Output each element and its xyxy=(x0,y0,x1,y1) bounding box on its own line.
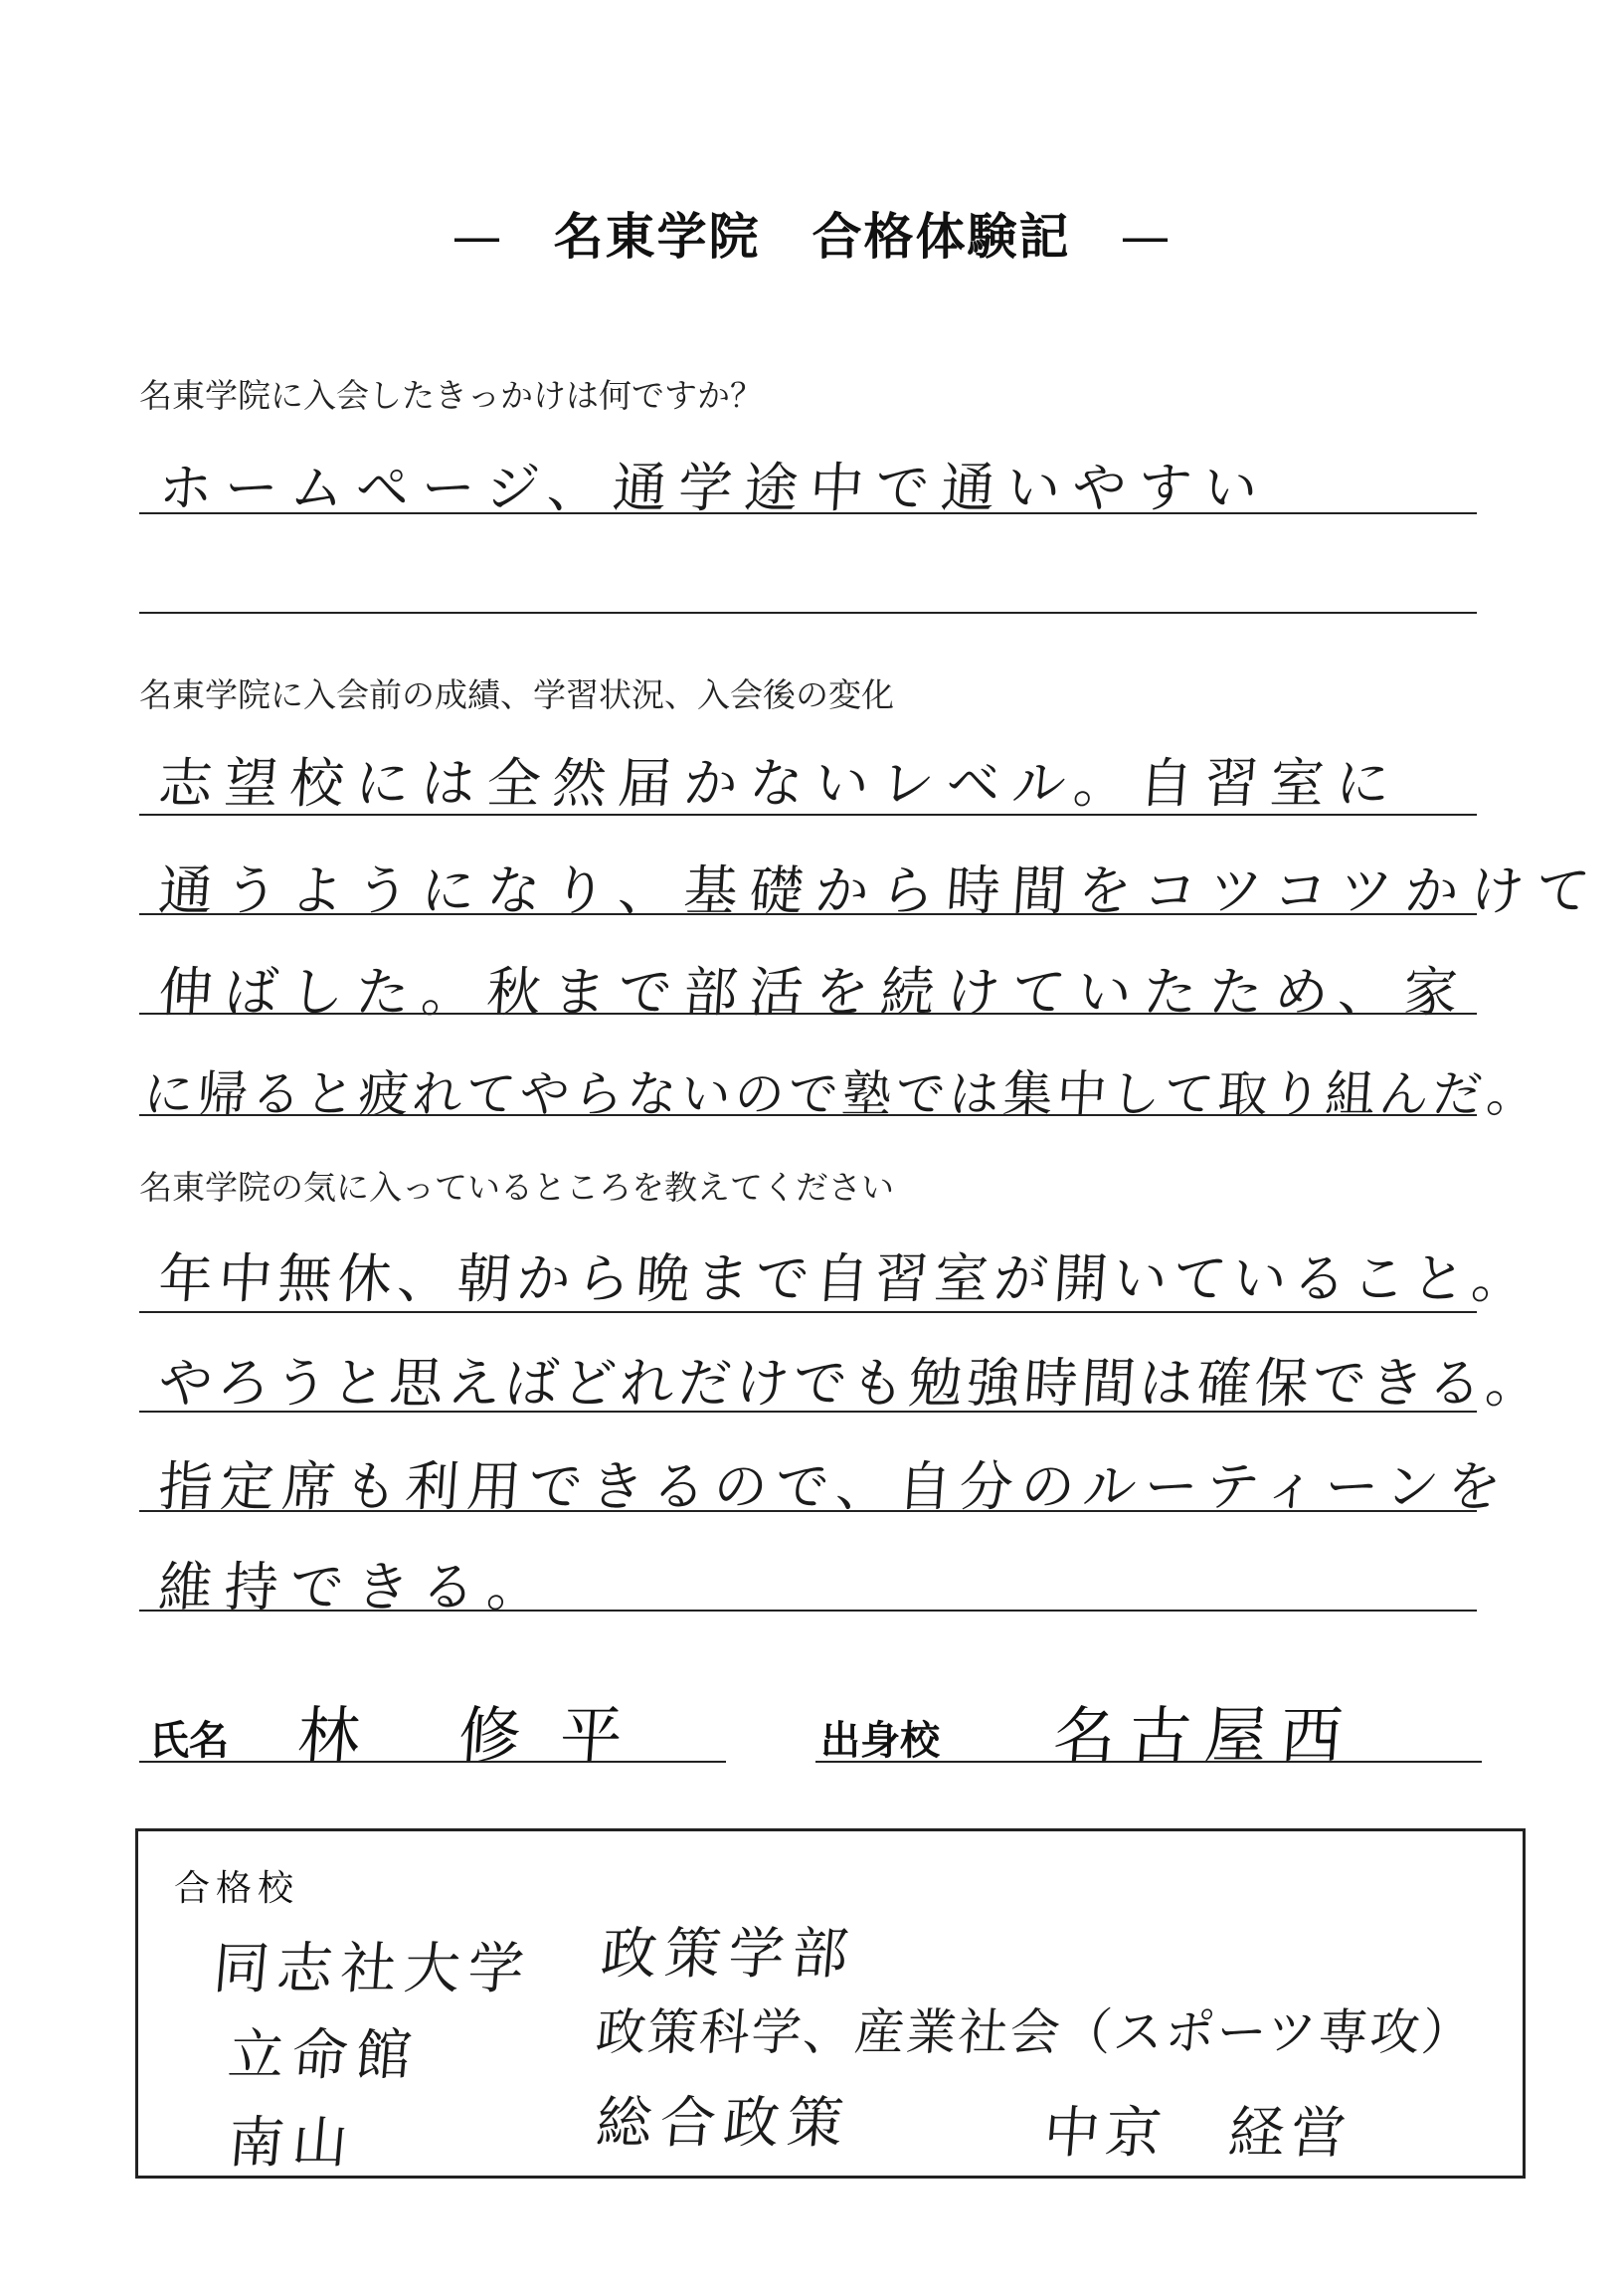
answer-3-line-4: 維持できる。 xyxy=(156,1556,555,1618)
question-1: 名東学院に入会したきっかけは何ですか？ xyxy=(139,376,763,415)
answer-3-rule-2 xyxy=(139,1411,1477,1413)
accepted-university-1: 同志社大学 xyxy=(210,1937,535,2001)
question-2: 名東学院に入会前の成績、学習状況、入会後の変化 xyxy=(139,675,894,714)
accepted-schools-label: 合格校 xyxy=(174,1868,300,1909)
answer-2-line-3: 伸ばした。秋まで部活を続けていたため、家 xyxy=(156,961,1472,1024)
title-text: 名東学院 合格体験記 xyxy=(553,208,1071,266)
answer-2-rule-3 xyxy=(139,1013,1477,1015)
answer-2-rule-2 xyxy=(139,913,1477,915)
answer-2-rule-1 xyxy=(139,814,1477,816)
accepted-faculty-3: 総合政策 xyxy=(593,2091,854,2156)
answer-2-line-2: 通うようになり、基礎から時間をコツコツかけて xyxy=(156,859,1604,922)
answer-2-line-4: に帰ると疲れてやらないので塾では集中して取り組んだ。 xyxy=(141,1065,1542,1123)
answer-3-line-2: やろうと思えばどれだけでも勉強時間は確保できる。 xyxy=(156,1352,1545,1415)
answer-3-rule-3 xyxy=(139,1510,1477,1512)
name-label: 氏名 xyxy=(149,1718,229,1764)
accepted-faculty-2: 政策科学、産業社会（スポーツ専攻） xyxy=(594,2003,1477,2061)
name-rule xyxy=(139,1761,726,1763)
answer-3-line-1: 年中無休、朝から晩まで自習室が開いていること。 xyxy=(156,1247,1534,1310)
answer-1-rule-1 xyxy=(139,512,1477,514)
answer-3-line-3: 指定席も利用できるので、自分のルーティーンを xyxy=(156,1455,1512,1518)
answer-1-rule-2 xyxy=(139,612,1477,614)
name-value: 林 修平 xyxy=(295,1699,664,1772)
accepted-faculty-1: 政策学部 xyxy=(598,1922,859,1987)
accepted-extra-3: 中京 経営 xyxy=(1040,2101,1355,2166)
accepted-university-2: 立命館 xyxy=(225,2023,423,2088)
answer-1-line-1: ホームページ、通学途中で通いやすい xyxy=(156,457,1272,519)
answer-3-rule-4 xyxy=(139,1610,1477,1612)
origin-school-label: 出身校 xyxy=(820,1718,940,1764)
origin-school-rule xyxy=(815,1761,1482,1763)
answer-2-rule-4 xyxy=(139,1114,1477,1116)
answer-3-rule-1 xyxy=(139,1311,1477,1313)
title-dash-right: — xyxy=(1120,208,1173,266)
origin-school-value: 名古屋西 xyxy=(1051,1699,1359,1772)
title-dash-left: — xyxy=(451,208,504,266)
answer-2-line-1: 志望校には全然届かないレベル。自習室に xyxy=(156,752,1404,815)
page-title xyxy=(0,197,1624,269)
accepted-university-3: 南山 xyxy=(225,2111,359,2176)
question-3: 名東学院の気に入っているところを教えてください xyxy=(139,1168,894,1207)
